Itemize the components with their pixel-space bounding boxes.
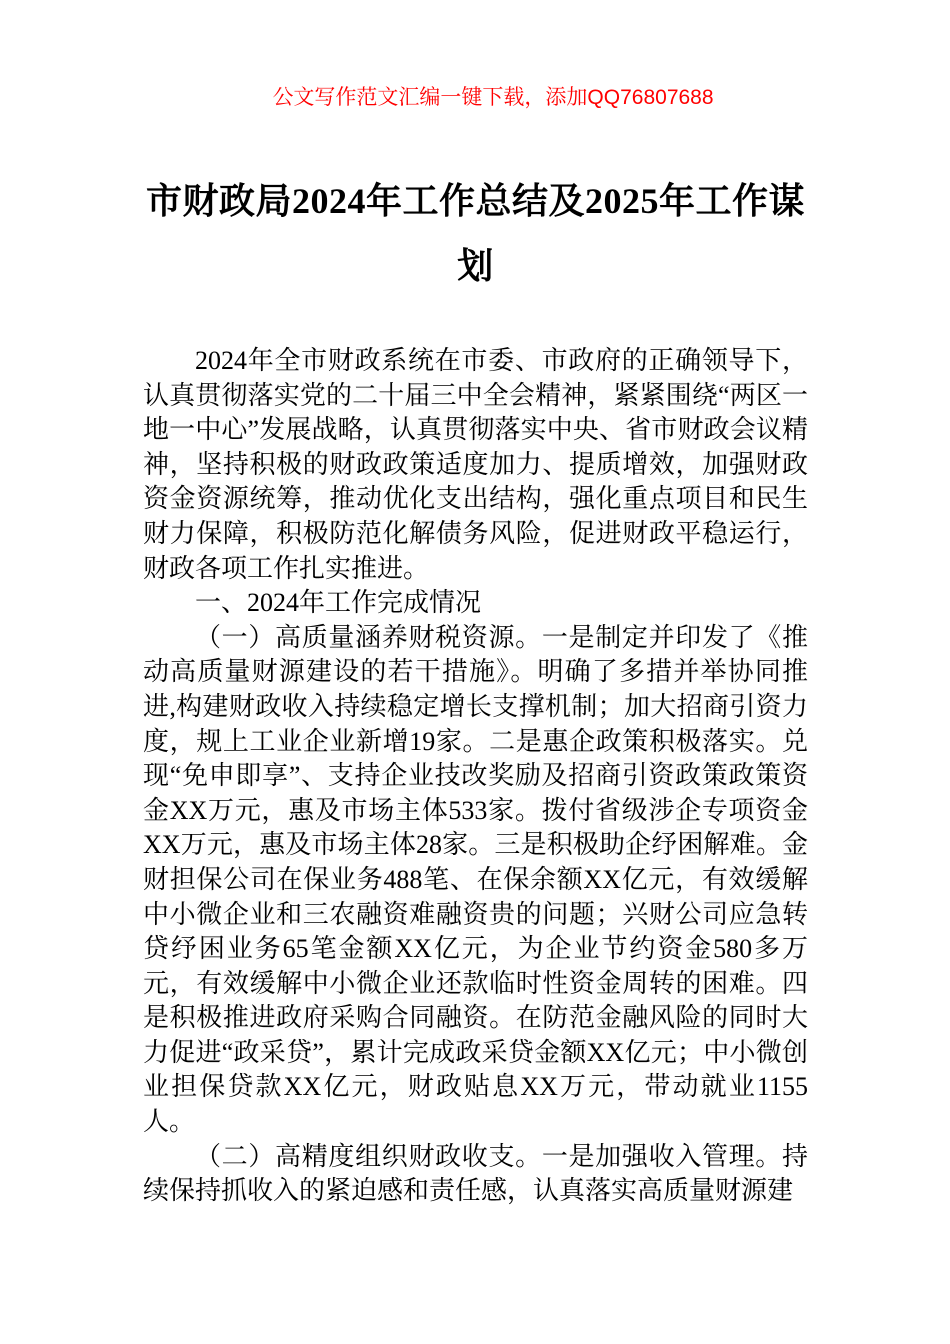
document-title-line-2: 划 — [457, 246, 494, 286]
promo-banner: 公文写作范文汇编一键下载，添加QQ76807688 — [272, 86, 714, 109]
subsection-paragraph-1: （一）高质量涵养财税资源。一是制定并印发了《推动高质量财源建设的若干措施》。明确了多措并举协同推进,构建财政收入持续稳定增长支撑机制；加大招商引资力度，规上工业企业新增19家。二是惠企政策积极落实。兑现“免申即享”、支持企业技改奖励及招商引资政策政策资金XX万元，惠及市场主体533家。拨付省级涉企专项资金XX万元，惠及市场主体28家。三是积极助企纾困解难。金财担保公司在保业务488笔、在保余额XX亿元，有效缓解中小微企业和三农融资难融资贵的问题；兴财公司应急转贷纾困业务65笔金额XX亿元，为企业节约资金580多万元，有效缓解中小微企业还款临时性资金周转的困难。四是积极推进政府采购合同融资。在防范金融风险的同时大力促进“政采贷”，累计完成政采贷金额XX亿元；中小微创业担保贷款XX亿元，财政贴息XX万元，带动就业1155人。 — [143, 622, 808, 1137]
intro-paragraph: 2024年全市财政系统在市委、市政府的正确领导下，认真贯彻落实党的二十届三中全会精神，紧紧围绕“两区一地一中心”发展战略，认真贯彻落实中央、省市财政会议精神，坚持积极的财政政策适度加力、提质增效，加强财政资金资源统筹，推动优化支出结构，强化重点项目和民生财力保障，积极防范化解债务风险，促进财政平稳运行，财政各项工作扎实推进。 — [143, 346, 808, 583]
document-title-line-1: 市财政局2024年工作总结及2025年工作谋 — [145, 181, 805, 221]
section-heading: 一、2024年工作完成情况 — [195, 588, 482, 618]
document-title — [143, 169, 808, 299]
subsection-paragraph-2: （二）高精度组织财政收支。一是加强收入管理。持续保持抓收入的紧迫感和责任感，认真落实高质量财源建 — [143, 1141, 808, 1206]
document-body — [143, 344, 808, 1209]
